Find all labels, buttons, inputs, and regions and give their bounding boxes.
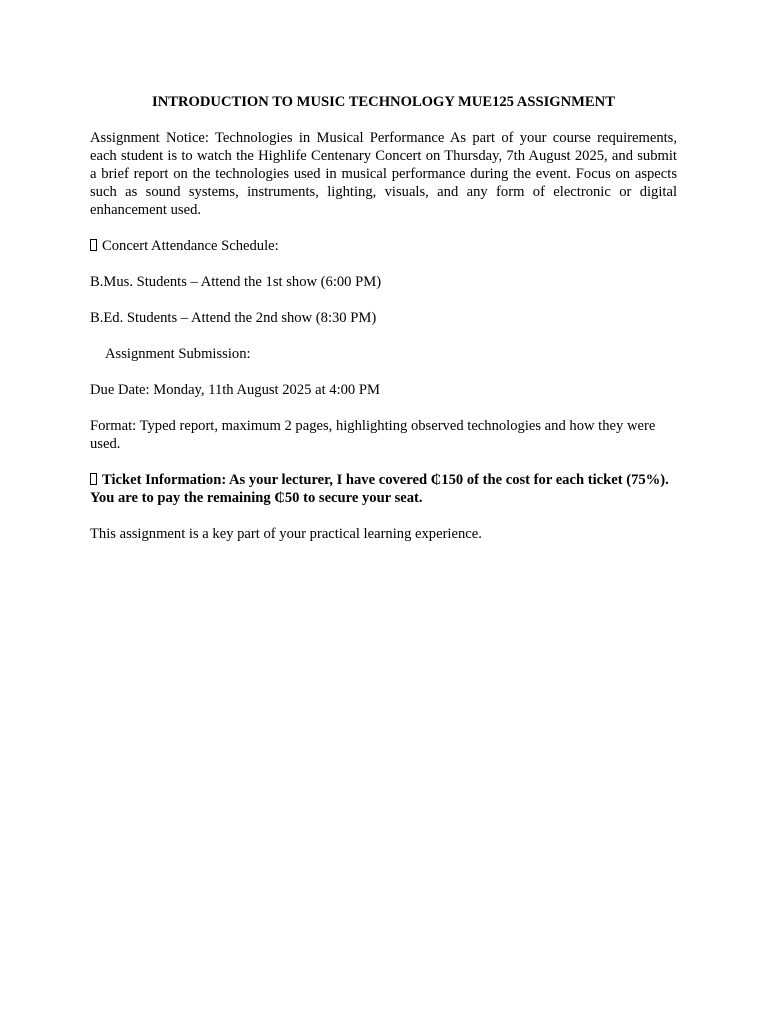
due-date: Due Date: Monday, 11th August 2025 at 4:00 PM — [90, 382, 380, 398]
ticket-info-line — [90, 471, 677, 507]
report-format: Format: Typed report, maximum 2 pages, highlighting observed technologies and how they were used. — [90, 418, 656, 452]
submission-heading: Assignment Submission: — [105, 346, 251, 362]
assignment-notice: Assignment Notice: Technologies in Musical Performance As part of your course requirements, each student is to watch the Highlife Centenary Concert on Thursday, 7th August 2025, and submit a brief report on the technologies used in musical performance during the event. Focus on aspects such as sound systems, instruments, lighting, visuals, and any form of electronic or digital enhancement used. — [90, 130, 677, 218]
missing-glyph-box-icon — [90, 239, 97, 251]
schedule-bed: B.Ed. Students – Attend the 2nd show (8:30 PM) — [90, 310, 377, 326]
document-title: INTRODUCTION TO MUSIC TECHNOLOGY MUE125 ASSIGNMENT — [152, 94, 615, 110]
ticket-info: Ticket Information: As your lecturer, I have covered ₵150 of the cost for each ticket (75%). You are to pay the remaining ₵50 to secure your seat. — [90, 472, 669, 506]
schedule-heading: Concert Attendance Schedule: — [102, 238, 279, 254]
schedule-bmus: B.Mus. Students – Attend the 1st show (6:00 PM) — [90, 274, 382, 290]
closing-statement: This assignment is a key part of your practical learning experience. — [90, 526, 482, 542]
schedule-heading-line — [90, 237, 677, 255]
document-page — [90, 93, 677, 561]
missing-glyph-box-icon — [90, 473, 97, 485]
